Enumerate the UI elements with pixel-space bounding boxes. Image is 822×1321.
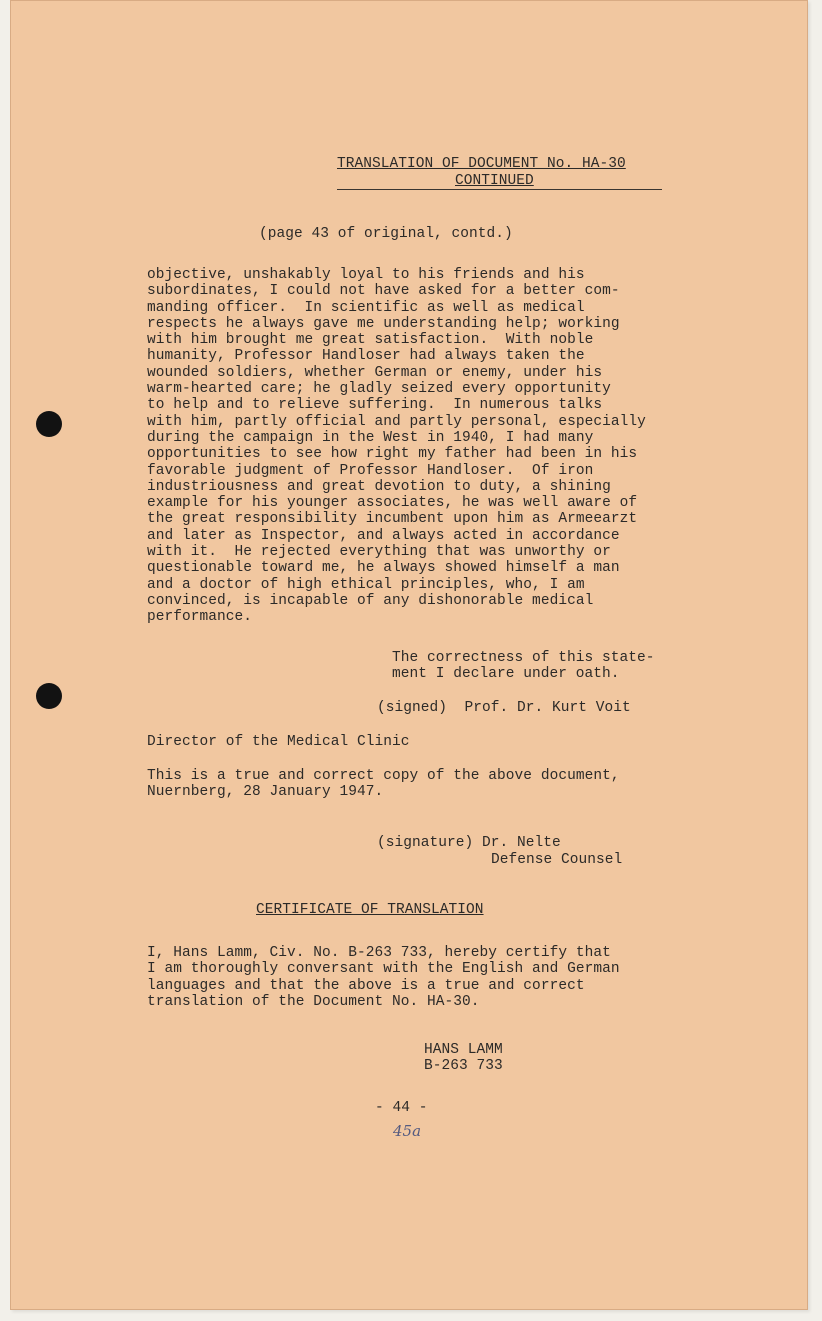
signature-line: (signed) Prof. Dr. Kurt Voit (377, 700, 631, 716)
document-subtitle: CONTINUED (455, 173, 534, 189)
director-line: Director of the Medical Clinic (147, 734, 410, 750)
document-title: TRANSLATION OF DOCUMENT No. HA-30 (337, 156, 626, 172)
copy-certification: This is a true and correct copy of the above document, Nuernberg, 28 January 1947. (147, 768, 620, 801)
title-underline (337, 189, 662, 190)
page-number: - 44 - (375, 1100, 428, 1116)
translator-number: B-263 733 (424, 1058, 503, 1074)
handwritten-page-mark: 45a (393, 1122, 422, 1140)
counsel-title: Defense Counsel (491, 852, 623, 868)
oath-statement: The correctness of this state- ment I declare under oath. (392, 650, 655, 683)
counsel-signature: (signature) Dr. Nelte (377, 835, 561, 851)
punch-hole-bottom (36, 683, 62, 709)
certificate-heading: CERTIFICATE OF TRANSLATION (256, 902, 484, 918)
translator-name: HANS LAMM (424, 1042, 503, 1058)
page-note: (page 43 of original, contd.) (259, 226, 513, 242)
certificate-body: I, Hans Lamm, Civ. No. B-263 733, hereby certify that I am thoroughly conversant with the English and German languages and that the above is a true and correct translation of the Document No. HA-30. (147, 945, 620, 1010)
body-paragraph: objective, unshakably loyal to his friends and his subordinates, I could not have asked for a better com- manding officer. In scientific as well as medical respects he always gave me understanding help; working with him brought me great satisfaction. With noble humanity, Professor Handloser had always taken the wounded soldiers, whether German or enemy, under his warm-hearted care; he gladly seized every opportunity to help and to relieve suffering. In numerous talks with him, partly official and partly personal, especially during the campaign in the West in 1940, I had many opportunities to see how right my father had been in his favorable judgment of Professor Handloser. Of iron industriousness and great devotion to duty, a shining example for his younger associates, he was well aware of the great responsibility incumbent upon him as Armeearzt and later as Inspector, and always acted in accordance with it. He rejected everything that was unworthy or questionable toward me, he always showed himself a man and a doctor of high ethical principles, who, I am convinced, is incapable of any dishonorable medical performance. (147, 267, 646, 626)
punch-hole-top (36, 411, 62, 437)
